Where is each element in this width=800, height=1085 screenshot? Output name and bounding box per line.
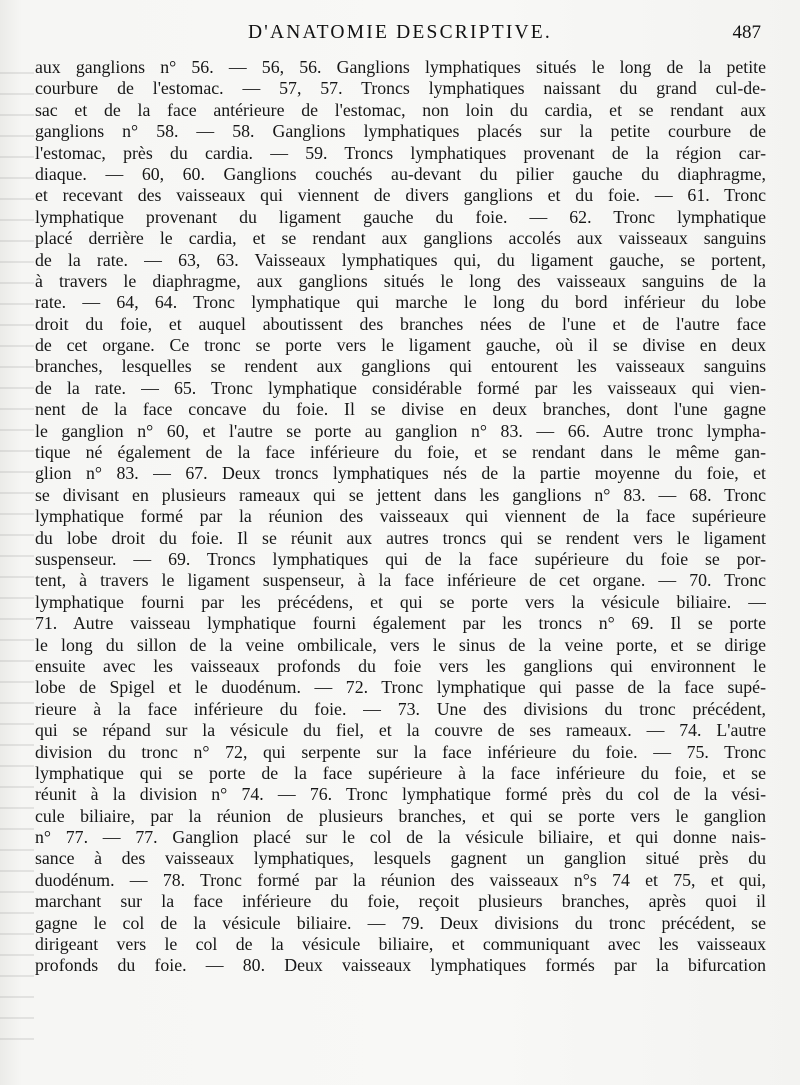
text-line: n° 77. — 77. Ganglion placé sur le col de la vésicule biliaire, et qui donne nais-	[35, 827, 766, 848]
text-line: lymphatique qui se porte de la face supérieure à la face inférieure du foie, et se	[35, 762, 766, 783]
text-line: courbure de l'estomac. — 57, 57. Troncs lymphatiques naissant du grand cul-de-	[35, 78, 766, 99]
text-line: lymphatique fourni par les précédens, et qui se porte vers la vésicule biliaire. —	[35, 591, 766, 612]
text-line: 71. Autre vaisseau lymphatique fourni également par les troncs n° 69. Il se porte	[35, 613, 766, 634]
text-line: tique né également de la face inférieure du foie, et se rendant dans le même gan-	[35, 442, 766, 463]
text-line: duodénum. — 78. Tronc formé par la réunion des vaisseaux n°s 74 et 75, et qui,	[35, 869, 766, 890]
text-line: aux ganglions n° 56. — 56, 56. Ganglions lymphatiques situés le long de la petite	[35, 57, 766, 77]
text-line: dirigeant vers le col de la vésicule biliaire, et communiquant avec les vaisseaux	[35, 934, 766, 955]
page-number: 487	[732, 22, 761, 43]
text-line: marchant sur la face inférieure du foie, reçoit plusieurs branches, après quoi il	[35, 891, 766, 912]
text-line: sance à des vaisseaux lymphatiques, lesquels gagnent un ganglion situé près du	[35, 848, 766, 869]
text-line: l'estomac, près du cardia. — 59. Troncs lymphatiques provenant de la région car-	[35, 142, 766, 163]
text-line: se divisant en plusieurs rameaux qui se jettent dans les ganglions n° 83. — 68. Tronc	[35, 484, 766, 505]
page-header	[35, 22, 765, 50]
text-line: division du tronc n° 72, qui serpente sur la face inférieure du foie. — 75. Tronc	[35, 741, 766, 762]
text-line: tent, à travers le ligament suspenseur, à la face inférieure de cet organe. — 70. Tronc	[35, 570, 766, 591]
text-line: gagne le col de la vésicule biliaire. — 79. Deux divisions du tronc précédent, se	[35, 912, 766, 933]
show-through-text	[0, 60, 34, 1040]
text-line: profonds du foie. — 80. Deux vaisseaux lymphatiques formés par la bifurcation	[35, 955, 766, 976]
text-line: de la rate. — 65. Tronc lymphatique considérable formé par les vaisseaux qui vien-	[35, 377, 766, 398]
text-line: placé derrière le cardia, et se rendant aux ganglions accolés aux vaisseaux sanguins	[35, 228, 766, 249]
text-line: glion n° 83. — 67. Deux troncs lymphatiques nés de la partie moyenne du foie, et	[35, 463, 766, 484]
text-line: et recevant des vaisseaux qui viennent de divers ganglions et du foie. — 61. Tronc	[35, 185, 766, 206]
text-line: de la rate. — 63, 63. Vaisseaux lymphatiques qui, du ligament gauche, se portent,	[35, 249, 766, 270]
text-line: réunit à la division n° 74. — 76. Tronc lymphatique formé près du col de la vési-	[35, 784, 766, 805]
text-line: à travers le diaphragme, aux ganglions situés le long des vaisseaux sanguins de la	[35, 270, 766, 291]
text-line: diaque. — 60, 60. Ganglions couchés au-devant du pilier gauche du diaphragme,	[35, 163, 766, 184]
text-line: sac et de la face antérieure de l'estomac, non loin du cardia, et se rendant aux	[35, 99, 766, 120]
text-line: qui se répand sur la vésicule du fiel, et la couvre de ses rameaux. — 74. L'autre	[35, 720, 766, 741]
text-line: rate. — 64, 64. Tronc lymphatique qui marche le long du bord inférieur du lobe	[35, 292, 766, 313]
text-line: le long du sillon de la veine ombilicale, vers le sinus de la veine porte, et se dirige	[35, 634, 766, 655]
text-line: lobe de Spigel et le duodénum. — 72. Tronc lymphatique qui passe de la face supé-	[35, 677, 766, 698]
text-line: ensuite avec les vaisseaux profonds du foie vers les ganglions qui environnent le	[35, 655, 766, 676]
text-line: rieure à la face inférieure du foie. — 73. Une des divisions du tronc précédent,	[35, 698, 766, 719]
text-line: droit du foie, et auquel aboutissent des branches nées de l'une et de l'autre face	[35, 313, 766, 334]
text-line: cule biliaire, par la réunion de plusieurs branches, et qui se porte vers le ganglion	[35, 805, 766, 826]
text-line: suspenseur. — 69. Troncs lymphatiques qui de la face supérieure du foie se por-	[35, 548, 766, 569]
text-line: lymphatique formé par la réunion des vaisseaux qui viennent de la face supérieure	[35, 506, 766, 527]
text-line: le ganglion n° 60, et l'autre se porte au ganglion n° 83. — 66. Autre tronc lympha-	[35, 420, 766, 441]
text-line: nent de la face concave du foie. Il se divise en deux branches, dont l'une gagne	[35, 399, 766, 420]
text-line: de cet organe. Ce tronc se porte vers le ligament gauche, où il se divise en deux	[35, 335, 766, 356]
text-line: lymphatique provenant du ligament gauche du foie. — 62. Tronc lymphatique	[35, 206, 766, 227]
text-line: ganglions n° 58. — 58. Ganglions lymphatiques placés sur la petite courbure de	[35, 121, 766, 142]
running-head: D'ANATOMIE DESCRIPTIVE.	[247, 22, 552, 43]
body-text	[35, 57, 766, 977]
text-line: du lobe droit du foie. Il se réunit aux autres troncs qui se rendent vers le ligament	[35, 527, 766, 548]
text-line: branches, lesquelles se rendent aux ganglions qui entourent les vaisseaux sanguins	[35, 356, 766, 377]
